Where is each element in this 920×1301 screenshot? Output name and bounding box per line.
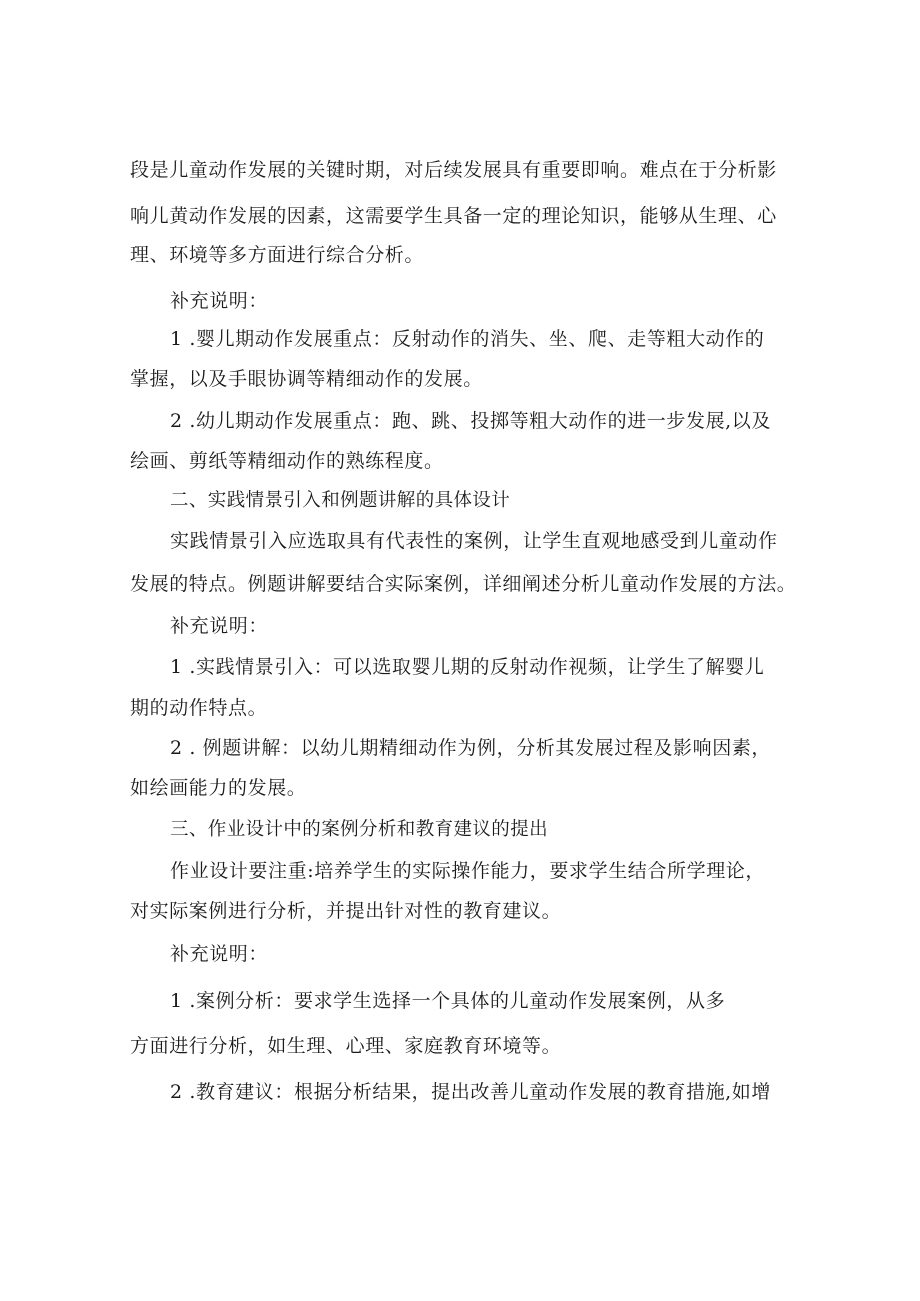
paragraph-line: 方面进行分析，如生理、心理、家庭教育环境等。	[130, 1035, 562, 1057]
section-heading: 三、作业设计中的案例分析和教育建议的提出	[170, 819, 549, 840]
supplement-label: 补充说明：	[170, 615, 269, 637]
list-item: 1 .案例分析：要求学生选择一个具体的儿童动作发展案例，从多	[170, 990, 726, 1012]
paragraph-line: 理、环境等多方面进行综合分析。	[130, 244, 425, 266]
paragraph-line: 对实际案例进行分析，并提出针对性的教育建议。	[130, 900, 562, 922]
list-item: 1 .婴儿期动作发展重点：反射动作的消失、坐、爬、走等粗大动作的	[170, 328, 765, 350]
paragraph-line: 期的动作特点。	[130, 697, 268, 719]
paragraph-line: 绘画、剪纸等精细动作的熟练程度。	[130, 450, 444, 472]
paragraph-line: 响儿黄动作发展的因素，这需要学生具备一定的理论知识，能够从生理、心	[130, 205, 777, 227]
supplement-label: 补充说明：	[170, 943, 269, 965]
list-item: 2 .教育建议：根据分析结果，提出改善儿童动作发展的教育措施,如增	[170, 1081, 772, 1103]
paragraph-line: 实践情景引入应选取具有代表性的案例，让学生直观地感受到儿童动作	[170, 530, 778, 552]
paragraph-line: 段是儿童动作发展的关键时期，对后续发展具有重要即响。难点在于分析影	[130, 159, 777, 181]
supplement-label: 补充说明：	[170, 290, 269, 312]
section-heading: 二、实践情景引入和例题讲解的具体设计	[170, 490, 511, 511]
list-item: 1 .实践情景引入：可以选取婴儿期的反射动作视频，让学生了解婴儿	[170, 656, 765, 678]
paragraph-line: 掌握，以及手眼协调等精细动作的发展。	[130, 368, 483, 390]
list-item: 2 .幼儿期动作发展重点：跑、跳、投掷等粗大动作的进一步发展,以及	[170, 410, 772, 432]
paragraph-line: 发展的特点。例题讲解要结合实际案例，详细阐述分析儿童动作发展的方法。	[130, 573, 797, 595]
paragraph-line: 作业设计要注重:培养学生的实际操作能力，要求学生结合所学理论，	[170, 860, 766, 882]
paragraph-line: 如绘画能力的发展。	[130, 777, 307, 799]
list-item: 2 . 例题讲解：以幼儿期精细动作为例，分析其发展过程及影响因素，	[170, 737, 772, 759]
